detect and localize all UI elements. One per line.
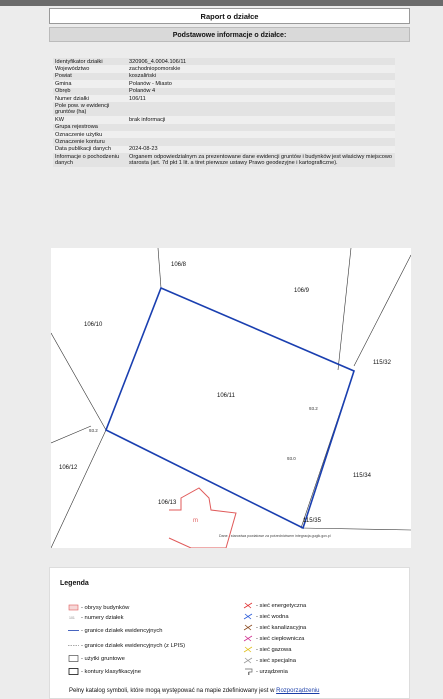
- gas-network-icon: [243, 646, 254, 653]
- parcel-number-icon: [68, 614, 79, 621]
- legend-footer: [69, 688, 319, 694]
- info-row: [53, 102, 395, 116]
- label-115-32: 115/32: [373, 360, 391, 366]
- legend-label: - sieć kanalizacyjna: [256, 625, 307, 632]
- info-value: [127, 102, 395, 116]
- info-label: Gmina: [53, 80, 127, 87]
- legend-net-sewer: [243, 624, 306, 632]
- info-label: Powiat: [53, 73, 127, 80]
- building-outline-icon: [68, 604, 79, 611]
- land-use-icon: [68, 655, 79, 662]
- top-bar: [0, 0, 443, 6]
- classification-contour-icon: [68, 668, 79, 675]
- building-label: m: [193, 518, 198, 524]
- legend-parcel-numbers: [68, 614, 124, 622]
- info-row: [53, 153, 395, 167]
- parcel-boundary-icon: [68, 627, 79, 634]
- legend-label: - urządzenia: [256, 669, 288, 676]
- legend-label: - sieć specjalna: [256, 658, 296, 665]
- label-115-35: 115/35: [303, 518, 321, 524]
- legend-label: - sieć energetyczna: [256, 603, 307, 610]
- info-label: Oznaczenie użytku: [53, 131, 127, 138]
- info-row: [53, 58, 395, 65]
- info-value: zachodniopomorskie: [127, 65, 395, 72]
- info-row: [53, 65, 395, 72]
- special-network-icon: [243, 657, 254, 664]
- info-value: 320906_4.0004.106/11: [127, 58, 395, 65]
- legend-devices: [243, 668, 288, 676]
- info-value: [127, 131, 395, 138]
- energy-network-icon: [243, 602, 254, 609]
- label-106-12: 106/12: [59, 465, 78, 471]
- info-label: Numer działki: [53, 95, 127, 102]
- label-106-8: 106/8: [171, 262, 187, 268]
- info-value: brak informacji: [127, 116, 395, 123]
- legend-footer-text: Pełny katalog symboli, które mogą występować na mapie zdefiniowany jest w: [69, 688, 275, 694]
- info-row: [53, 124, 395, 131]
- label-115-34: 115/34: [353, 473, 371, 479]
- legend-label: - sieć wodna: [256, 614, 289, 621]
- info-row: [53, 138, 395, 145]
- info-row: [53, 80, 395, 87]
- parcel-map[interactable]: [51, 248, 411, 548]
- info-row: [53, 95, 395, 102]
- info-row: [53, 116, 395, 123]
- legend-land-use: [68, 655, 125, 663]
- info-label: Oznaczenie konturu: [53, 138, 127, 145]
- label-106-9: 106/9: [294, 288, 310, 294]
- label-106-11: 106/11: [217, 393, 235, 399]
- legend-label: - kontury klasyfikacyjne: [81, 669, 141, 676]
- svg-text:101: 101: [69, 616, 75, 620]
- info-row: [53, 146, 395, 153]
- info-value: koszaliński: [127, 73, 395, 80]
- info-label: Grupa rejestrowa: [53, 124, 127, 131]
- legend-label: - granice działek ewidencyjnych: [81, 628, 163, 635]
- parcel-info-table: [53, 58, 395, 167]
- legend-label: - obrysy budynków: [81, 605, 130, 612]
- info-label: Pole pow. w ewidencji gruntów (ha): [53, 102, 127, 116]
- legend-label: - sieć ciepłownicza: [256, 636, 305, 643]
- legend-panel: [49, 567, 410, 699]
- info-label: Obręb: [53, 88, 127, 95]
- legend-title: Legenda: [60, 580, 89, 587]
- info-value: [127, 138, 395, 145]
- info-value: Organem odpowiedzialnym za prezentowane dane ewidencji gruntów i budynków jest właściwy miejscowo starosta (art. 7d pkt 1 lit. a tiret pierwsze ustawy Prawo geodezyjne i kartograficzne).: [127, 153, 395, 167]
- legend-label: - granice działek ewidencyjnych (z LPIS): [81, 643, 186, 650]
- water-network-icon: [243, 613, 254, 620]
- legend-net-energy: [243, 602, 306, 610]
- regulation-link[interactable]: Rozporządzeniu: [276, 688, 320, 694]
- device-icon: [243, 668, 254, 675]
- info-label: Informacje o pochodzeniu danych: [53, 153, 127, 167]
- info-value: 106/11: [127, 95, 395, 102]
- info-label: KW: [53, 116, 127, 123]
- info-row: [53, 73, 395, 80]
- report-title: Raport o działce: [49, 8, 410, 24]
- legend-label: - sieć gazowa: [256, 647, 292, 654]
- legend-classification-contours: [68, 668, 141, 676]
- info-label: Data publikacji danych: [53, 146, 127, 153]
- info-value: Polanów 4: [127, 88, 395, 95]
- point-label-a: 93.2: [309, 406, 318, 411]
- label-106-13: 106/13: [158, 500, 177, 506]
- info-row: [53, 131, 395, 138]
- point-label-b: 93.0: [287, 456, 296, 461]
- legend-parcel-boundaries: [68, 627, 163, 635]
- info-value: 2024-08-23: [127, 146, 395, 153]
- legend-net-gas: [243, 646, 291, 654]
- legend-parcel-boundaries-lpis: [68, 642, 185, 650]
- info-label: Identyfikator działki: [53, 58, 127, 65]
- info-value: [127, 124, 395, 131]
- legend-net-special: [243, 657, 296, 665]
- legend-label: - numery działek: [81, 615, 124, 622]
- point-label-c: 93.2: [89, 428, 98, 433]
- map-credit: Dane - starostwa powiatowe za pośrednictwem integracja.gugik.gov.pl: [219, 534, 331, 538]
- report-subtitle: Podstawowe informacje o działce:: [49, 27, 410, 42]
- legend-building-outlines: [68, 604, 129, 612]
- info-row: [53, 88, 395, 95]
- sewer-network-icon: [243, 624, 254, 631]
- legend-net-water: [243, 613, 289, 621]
- legend-label: - użytki gruntowe: [81, 656, 125, 663]
- info-value: Polanów - Miasto: [127, 80, 395, 87]
- info-label: Województwo: [53, 65, 127, 72]
- heat-network-icon: [243, 635, 254, 642]
- lpis-boundary-icon: [68, 642, 79, 649]
- legend-net-heat: [243, 635, 304, 643]
- label-106-10: 106/10: [84, 322, 103, 328]
